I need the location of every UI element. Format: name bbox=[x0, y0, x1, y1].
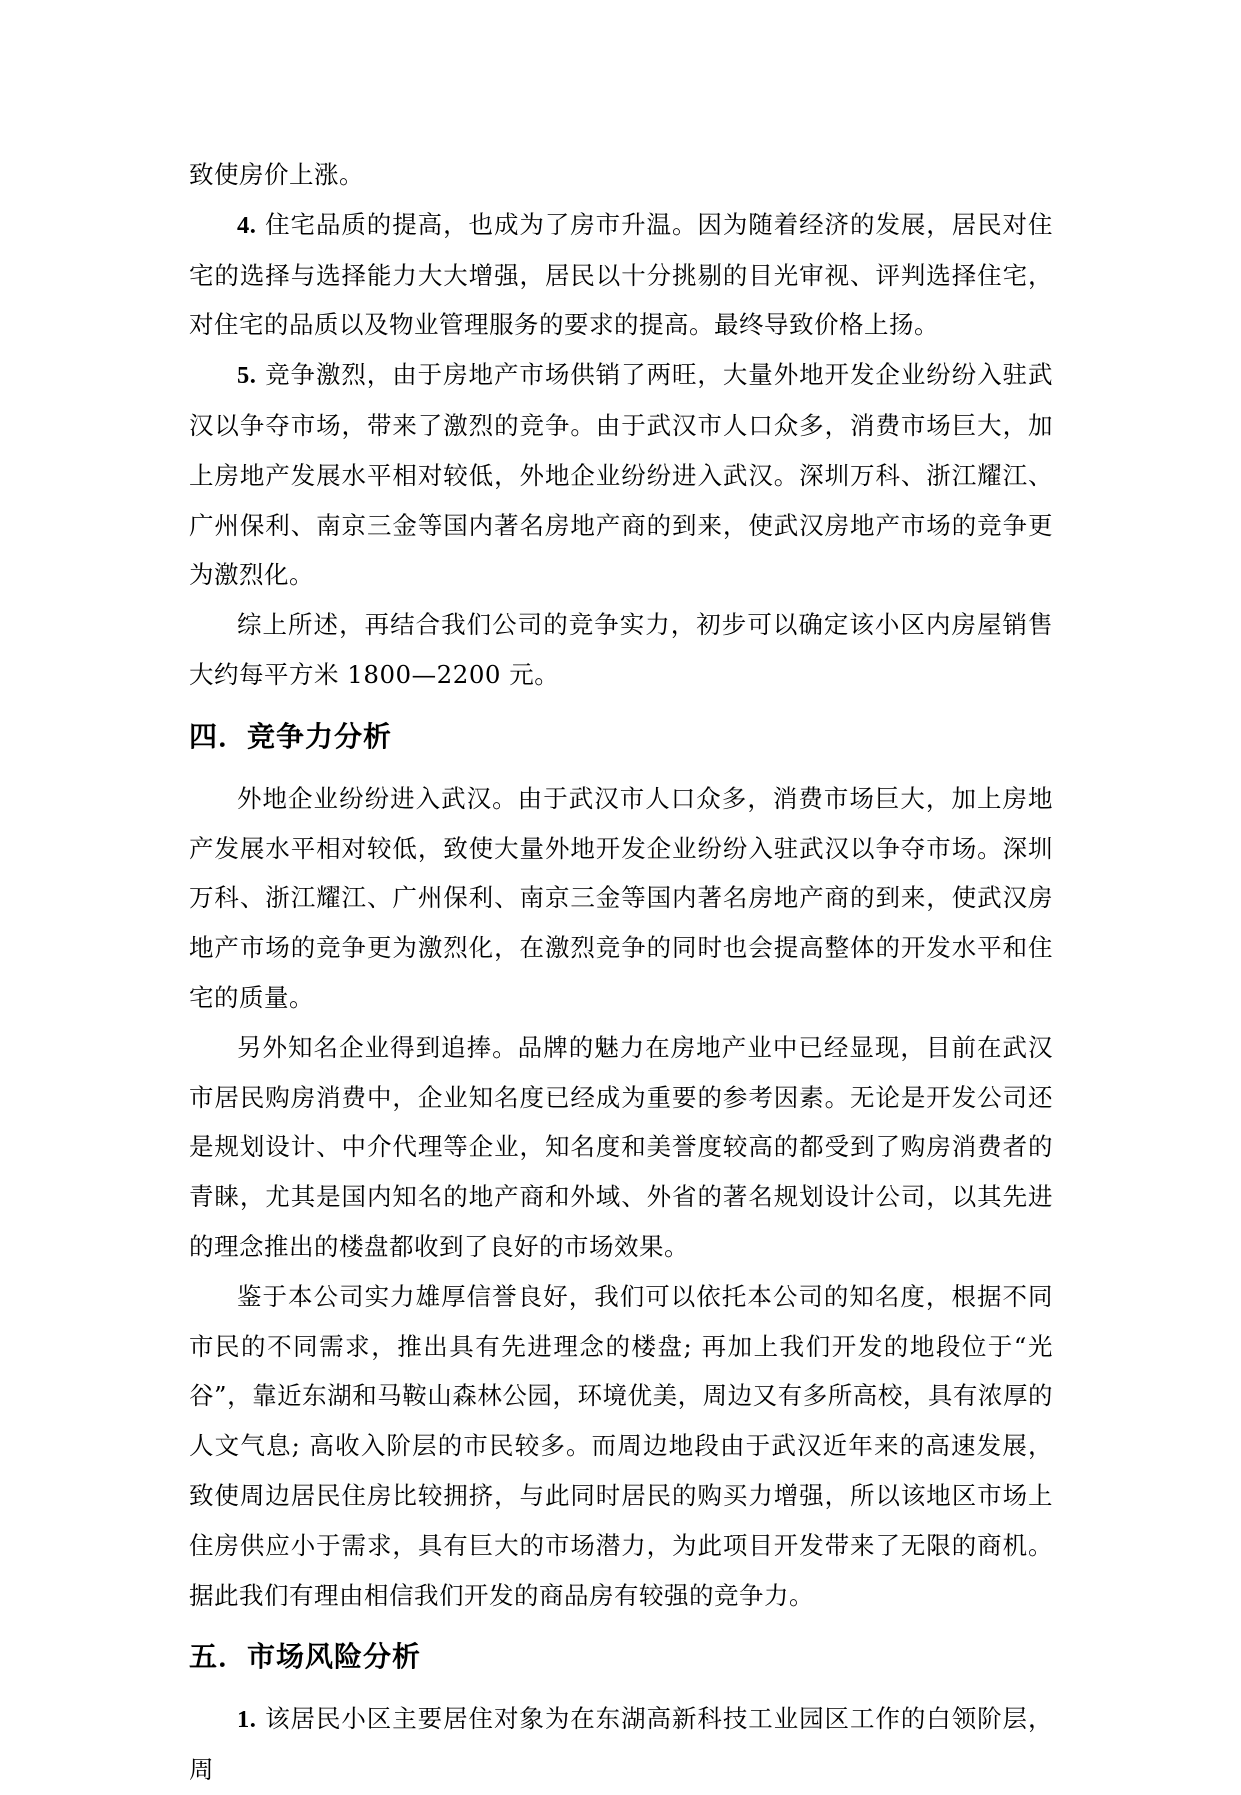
section-heading-market-risk: 五．市场风险分析 bbox=[189, 1640, 422, 1674]
section-heading-competitiveness: 四．竞争力分析 bbox=[189, 719, 393, 753]
paragraph-item-5: 5. 竞争激烈，由于房地产市场供销了两旺，大量外地开发企业纷纷入驻武汉以争夺市场，带来了激烈的竞争。由于武汉市人口众多，消费市场巨大，加上房地产发展水平相对较低，外地企业纷纷进入武汉。深圳万科、浙江耀江、广州保利、南京三金等国内著名房地产商的到来，使武汉房地产市场的竞争更为激烈化。 bbox=[189, 360, 1053, 590]
paragraph-competition-3: 鉴于本公司实力雄厚信誉良好，我们可以依托本公司的知名度，根据不同市民的不同需求，推出具有先进理念的楼盘; 再加上我们开发的地段位于“光谷”，靠近东湖和马鞍山森林公园，环境优美，周边又有多所高校，具有浓厚的人文气息; 高收入阶层的市民较多。而周边地段由于武汉近年来的高速发展，致使周边居民住房比较拥挤，与此同时居民的购买力增强，所以该地区市场上住房供应小于需求，具有巨大的市场潜力，为此项目开发带来了无限的商机。据此我们有理由相信我们开发的商品房有较强的竞争力。 bbox=[189, 1281, 1053, 1610]
paragraph-item-4: 4. 住宅品质的提高，也成为了房市升温。因为随着经济的发展，居民对住宅的选择与选择能力大大增强，居民以十分挑剔的目光审视、评判选择住宅，对住宅的品质以及物业管理服务的要求的提高。最终导致价格上扬。 bbox=[189, 209, 1053, 340]
paragraph-continuation: 致使房价上涨。 bbox=[189, 160, 364, 189]
paragraph-competition-1: 外地企业纷纷进入武汉。由于武汉市人口众多，消费市场巨大，加上房地产发展水平相对较低，致使大量外地开发企业纷纷入驻武汉以争夺市场。深圳万科、浙江耀江、广州保利、南京三金等国内著名房地产商的到来，使武汉房地产市场的竞争更为激烈化，在激烈竞争的同时也会提高整体的开发水平和住宅的质量。 bbox=[189, 783, 1053, 1012]
paragraph-risk-1: 1. 该居民小区主要居住对象为在东湖高新科技工业园区工作的白领阶层，周 bbox=[189, 1704, 1053, 1785]
paragraph-summary: 综上所述，再结合我们公司的竞争实力，初步可以确定该小区内房屋销售大约每平方米 1800—2200 元。 bbox=[189, 610, 1053, 689]
document-page bbox=[189, 150, 1053, 1795]
paragraph-competition-2: 另外知名企业得到追捧。品牌的魅力在房地产业中已经显现，目前在武汉市居民购房消费中，企业知名度已经成为重要的参考因素。无论是开发公司还是规划设计、中介代理等企业，知名度和美誉度较高的都受到了购房消费者的青睐，尤其是国内知名的地产商和外域、外省的著名规划设计公司，以其先进的理念推出的楼盘都收到了良好的市场效果。 bbox=[189, 1032, 1053, 1261]
